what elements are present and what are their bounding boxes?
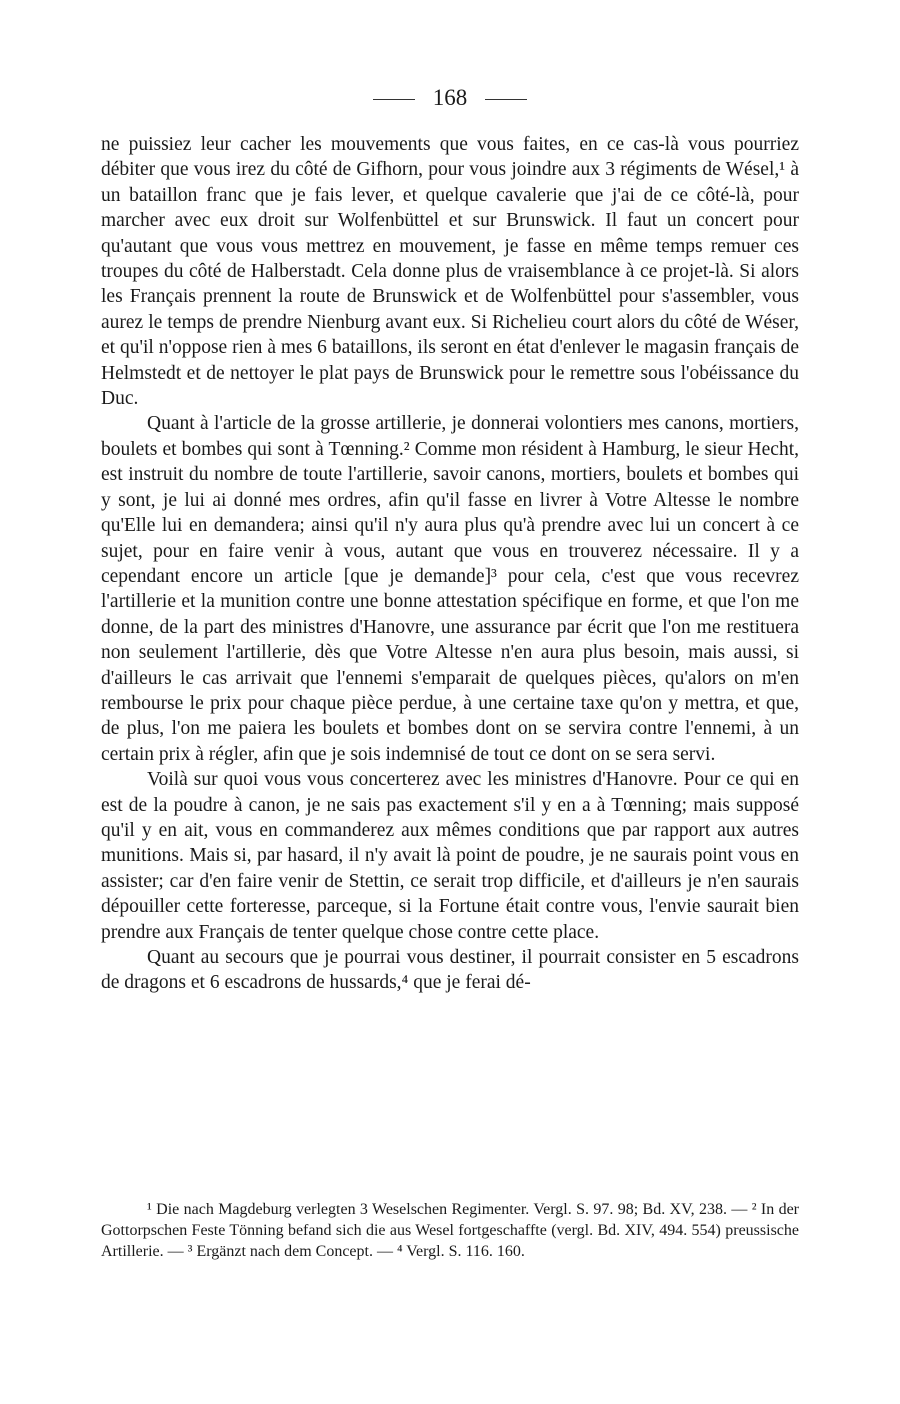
paragraph-4: Quant au secours que je pourrai vous destiner, il pourrait consister en 5 escadrons de dragons et 6 escadrons de hussards,⁴ que je ferai dé- (101, 947, 799, 994)
paragraph-2: Quant à l'article de la grosse artillerie, je donnerai volontiers mes canons, mortiers, boulets et bombes qui sont à Tœnning.² Comme mon résident à Hamburg, le sieur Hecht, est instruit du nombre de toute l'artillerie, savoir canons, mortiers, boulets et bombes qui y sont, je lui ai donné mes ordres, afin qu'il fasse en livrer à Votre Altesse le nombre qu'Elle lui en demandera; ainsi qu'il n'y aura plus qu'à prendre avec lui un concert à ce sujet, pour en faire venir à vous, autant que vous en trouverez nécessaire. Il y a cependant encore un article [que je demande]³ pour cela, c'est que vous recevrez l'artillerie et la munition contre une bonne attestation spécifique en forme, et que l'on me donne, de la part des ministres d'Hanovre, une assurance par écrit que l'on me restituera non seulement l'artillerie, dès que Votre Altesse n'en aura plus besoin, mais aussi, si d'ailleurs le cas arrivait que l'ennemi s'emparait de quelques pièces, qu'alors on m'en rembourse le prix pour chaque pièce perdue, à une certaine taxe qu'on y mettra, et que, de plus, l'on me paiera les boulets et bombes dont on se servira contre l'ennemi, à un certain prix à régler, afin que je sois indemnisé de tout ce dont on se sera servi. (101, 413, 799, 765)
footnotes (101, 1199, 799, 1262)
page-header (0, 84, 900, 112)
body-text (101, 132, 799, 996)
footnote-text: ¹ Die nach Magdeburg verlegten 3 Weselschen Regimenter. Vergl. S. 97. 98; Bd. XV, 238. — ² In der Gottorpschen Feste Tönning befand sich die aus Wesel fortgeschaffte (vergl. Bd. XIV, 494. 554) preussische Artillerie. — ³ Ergänzt nach dem Concept. — ⁴ Vergl. S. 116. 160. (101, 1201, 799, 1260)
header-rule-right (485, 99, 527, 100)
page-number: 168 (432, 85, 468, 110)
paragraph-3: Voilà sur quoi vous vous concerterez avec les ministres d'Hanovre. Pour ce qui en est de la poudre à canon, je ne sais pas exactement s'il y en a à Tœnning; mais supposé qu'il y en ait, vous en commanderez aux mêmes conditions que par rapport aux autres munitions. Mais si, par hasard, il n'y avait là point de poudre, je ne saurais point vous en assister; car d'en faire venir de Stettin, ce serait trop difficile, et d'ailleurs je n'en saurais dépouiller cette forteresse, parceque, si la Fortune était contre vous, l'envie saurait bien prendre aux Français de tenter quelque chose contre cette place. (101, 769, 799, 943)
paragraph-1: ne puissiez leur cacher les mouvements que vous faites, en ce cas-là vous pourriez débiter que vous irez du côté de Gifhorn, pour vous joindre aux 3 régiments de Wésel,¹ à un bataillon franc que je fais lever, et quelque cavalerie que j'ai de ce côté-là, pour marcher avec eux droit sur Wolfenbüttel et sur Brunswick. Il faut un concert pour qu'autant que vous vous mettrez en mouvement, je fasse en même temps remuer ces troupes du côté de Halberstadt. Cela donne plus de vraisemblance à ce projet-là. Si alors les Français prennent la route de Brunswick et de Wolfenbüttel pour s'assembler, vous aurez le temps de prendre Nienburg avant eux. Si Richelieu court alors du côté de Wéser, et qu'il n'oppose rien à mes 6 bataillons, ils seront en état d'enlever le magasin français de Helmstedt et de nettoyer le plat pays de Brunswick pour le remettre sous l'obéissance du Duc. (101, 134, 799, 410)
header-rule-left (373, 99, 415, 100)
